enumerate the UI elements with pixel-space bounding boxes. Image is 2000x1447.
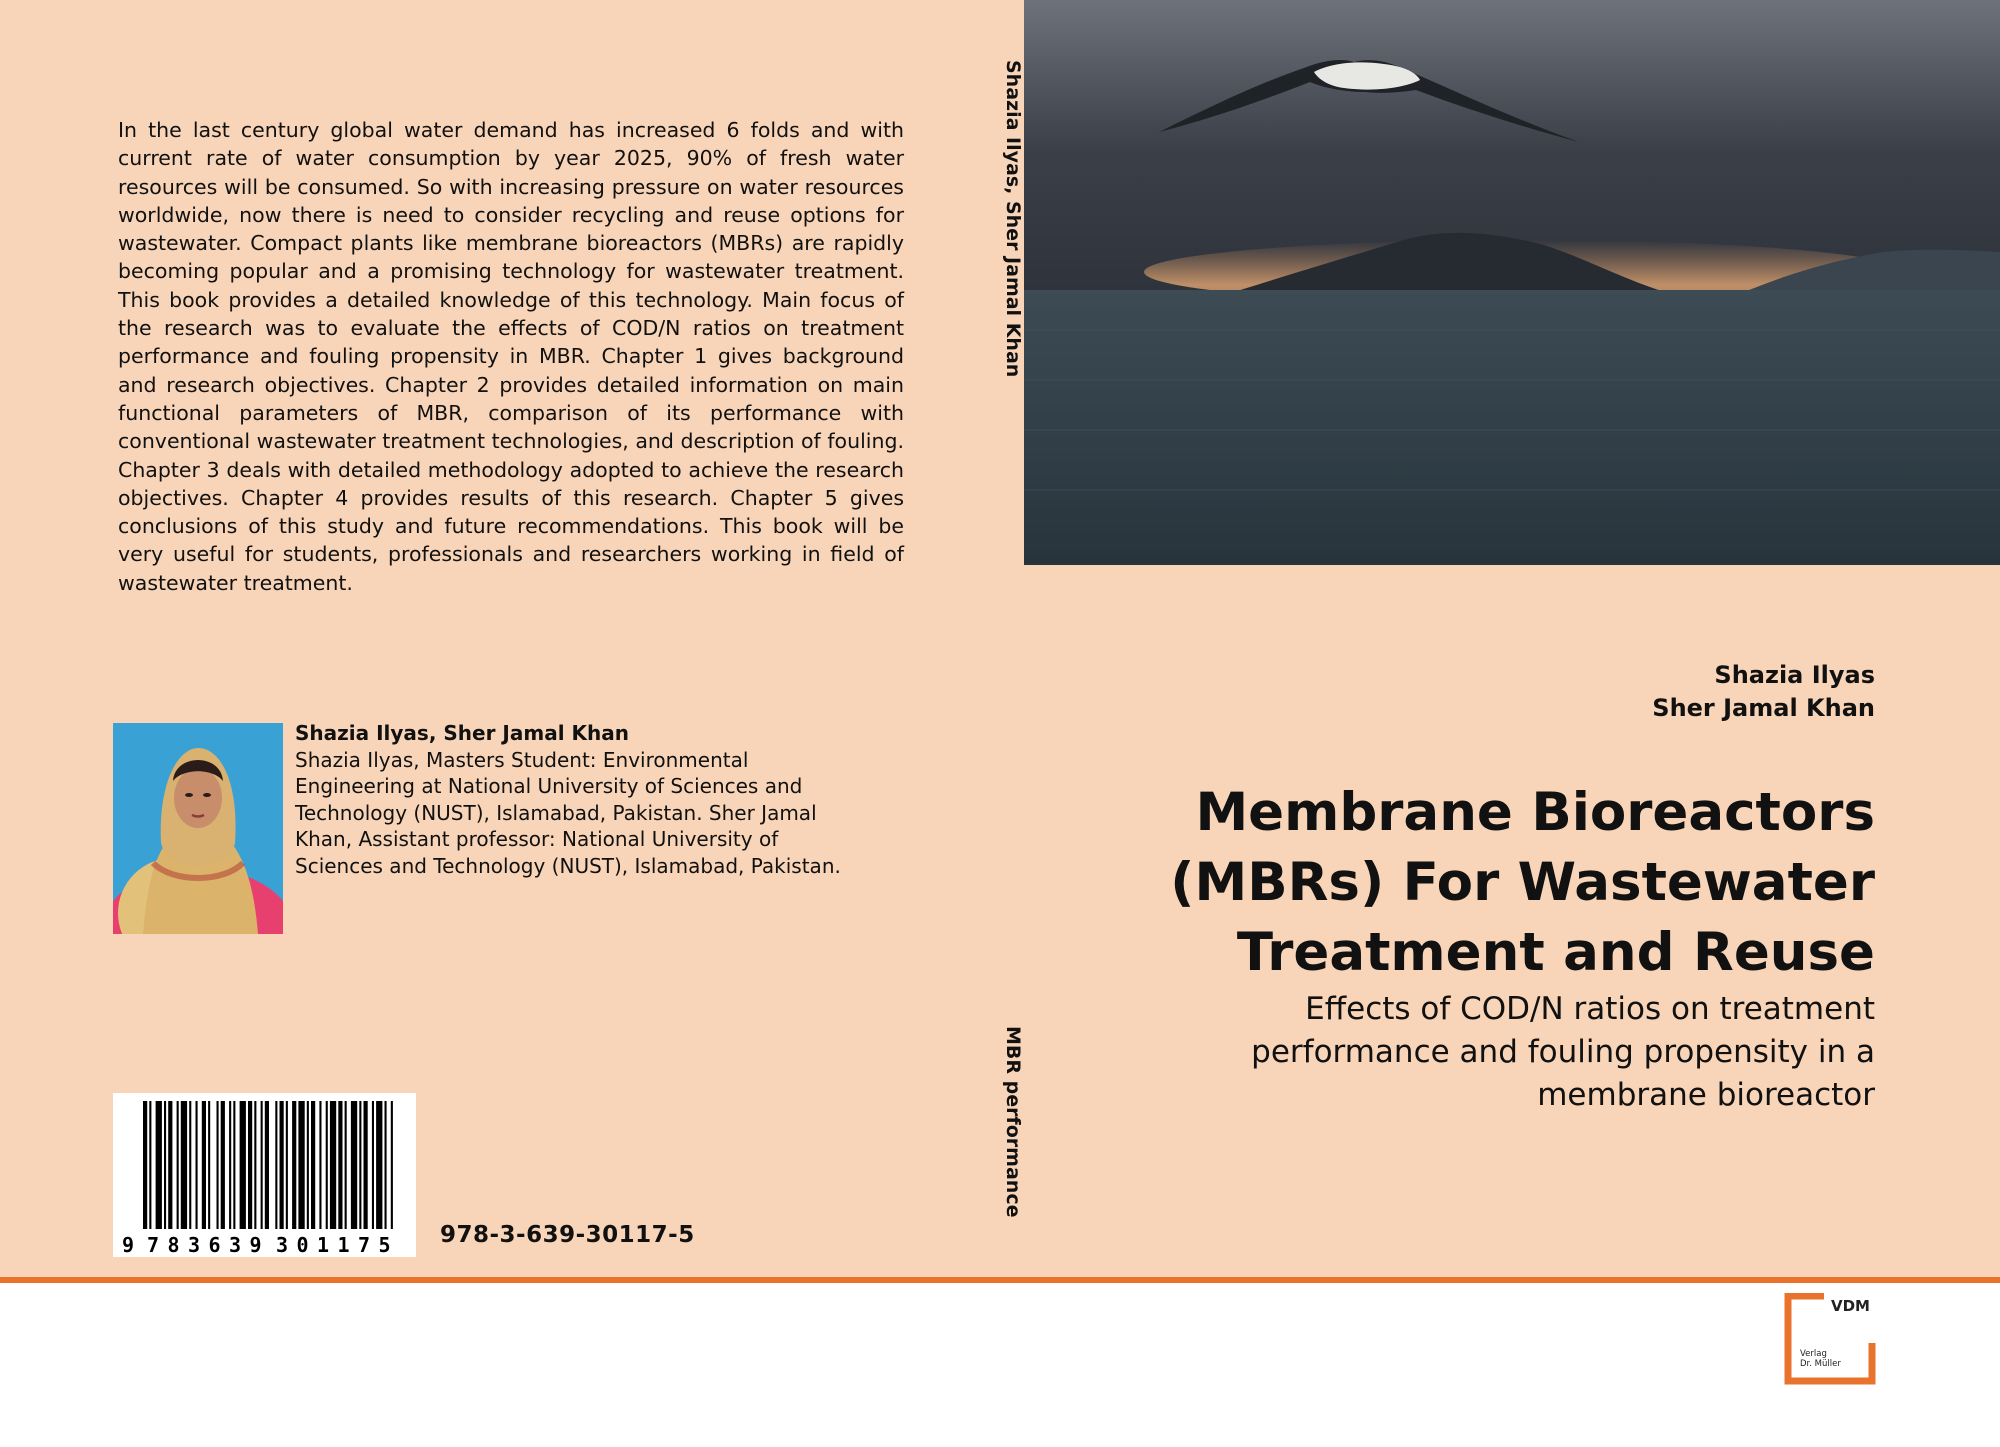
barcode-bar <box>233 1101 235 1229</box>
cover-photo-seagull-over-sea <box>1024 0 2000 565</box>
barcode-digit: 8 <box>167 1233 180 1257</box>
barcode-bar <box>202 1101 206 1229</box>
barcode-bar <box>338 1101 342 1229</box>
barcode-bar <box>359 1101 361 1229</box>
barcode-bar <box>286 1101 288 1229</box>
author-info <box>295 720 855 879</box>
barcode-bar <box>385 1101 387 1229</box>
publisher-name: VDM <box>1831 1297 1870 1315</box>
barcode-digit: 9 <box>121 1233 135 1257</box>
barcode-bar <box>221 1101 225 1229</box>
barcode-bar <box>196 1101 198 1229</box>
book-title: Membrane Bioreactors (MBRs) For Wastewater Treatment and Reuse <box>1170 782 1875 983</box>
barcode-digit: 1 <box>316 1233 330 1257</box>
barcode-bar <box>364 1101 368 1229</box>
barcode-digit: 3 <box>275 1233 289 1257</box>
barcode-bar <box>391 1101 393 1229</box>
barcode-bar <box>376 1101 382 1229</box>
barcode-digit: 0 <box>296 1233 309 1257</box>
barcode-bar <box>240 1101 246 1229</box>
barcode-digit: 9 <box>249 1233 262 1257</box>
book-subtitle: Effects of COD/N ratios on treatment performance and fouling propensity in a membrane bioreactor <box>1251 991 1875 1113</box>
barcode-bar <box>168 1101 172 1229</box>
barcode-bar <box>319 1101 321 1229</box>
orange-divider <box>0 1277 2000 1283</box>
author-photo <box>113 723 283 934</box>
barcode-digit: 3 <box>228 1233 242 1257</box>
barcode-digit: 3 <box>187 1233 201 1257</box>
barcode-digit: 1 <box>337 1233 350 1257</box>
author-names-heading: Shazia Ilyas, Sher Jamal Khan <box>295 721 629 745</box>
barcode-bar <box>330 1101 336 1229</box>
barcode-bar <box>298 1101 304 1229</box>
spine-authors: Shazia Ilyas, Sher Jamal Khan <box>1002 60 1024 378</box>
barcode-bar <box>307 1101 309 1229</box>
barcode-bar <box>351 1101 357 1229</box>
barcode-bar <box>208 1101 210 1229</box>
barcode-bar <box>326 1101 328 1229</box>
barcode-bar <box>372 1101 374 1229</box>
barcode-bar <box>275 1101 277 1229</box>
barcode-bar <box>254 1101 256 1229</box>
barcode-bar <box>265 1101 269 1229</box>
barcode-digit: 7 <box>357 1233 371 1257</box>
barcode-bar <box>177 1101 179 1229</box>
publisher-line-2: Dr. Müller <box>1800 1359 1841 1369</box>
barcode-bar <box>189 1101 191 1229</box>
barcode-bar <box>217 1101 219 1229</box>
barcode-digit: 7 <box>146 1233 160 1257</box>
front-cover-authors <box>1275 659 1875 725</box>
barcode-bar <box>229 1101 231 1229</box>
barcode-bar <box>248 1101 252 1229</box>
barcode-bar <box>280 1101 284 1229</box>
back-cover-blurb: In the last century global water demand has increased 6 folds and with current rate of water consumption by year 2025, 90% of fresh water resources will be consumed. So with increasing pressure on water resources worldwide, now there is need to consider recycling and reuse options for wastewater. Compact plants like membrane bioreactors (MBRs) are rapidly becoming popular and a promising technology for wastewater treatment. This book provides a detailed knowledge of this technology. Main focus of the research was to evaluate the effects of COD/N ratios on treatment performance and fouling propensity in MBR. Chapter 1 gives background and research objectives. Chapter 2 provides detailed information on main functional parameters of MBR, comparison of its performance with conventional wastewater treatment technologies, and description of fouling. Chapter 3 deals with detailed methodology adopted to achieve the research objectives. Chapter 4 provides results of this research. Chapter 5 gives conclusions of this study and future recommendations. This book will be very useful for students, professionals and researchers working in field of wastewater treatment. <box>118 118 904 595</box>
barcode-bar <box>149 1101 151 1229</box>
barcode-bar <box>311 1101 315 1229</box>
barcode-digit: 6 <box>208 1233 221 1257</box>
barcode-bar <box>292 1101 296 1229</box>
publisher-subline <box>1800 1349 1841 1369</box>
barcode-bar <box>261 1101 263 1229</box>
barcode-bar <box>345 1101 347 1229</box>
barcode-bar <box>164 1101 166 1229</box>
isbn-number: 978-3-639-30117-5 <box>440 1222 695 1248</box>
front-author-2: Sher Jamal Khan <box>1652 694 1875 722</box>
barcode-bar <box>156 1101 162 1229</box>
publisher-line-1: Verlag <box>1800 1349 1827 1359</box>
spine-title: MBR performance <box>1002 1026 1024 1218</box>
author-bio: Shazia Ilyas, Masters Student: Environmental Engineering at National University of Sciences and Technology (NUST), Islamabad, Pakistan. Sher Jamal Khan, Assistant professor: National University of Sciences and Technology (NUST), Islamabad, Pakistan. <box>295 747 841 878</box>
front-author-1: Shazia Ilyas <box>1714 661 1875 689</box>
barcode-bar <box>143 1101 147 1229</box>
isbn-barcode <box>113 1093 416 1257</box>
barcode-bar <box>181 1101 187 1229</box>
barcode-digit: 5 <box>378 1233 391 1257</box>
